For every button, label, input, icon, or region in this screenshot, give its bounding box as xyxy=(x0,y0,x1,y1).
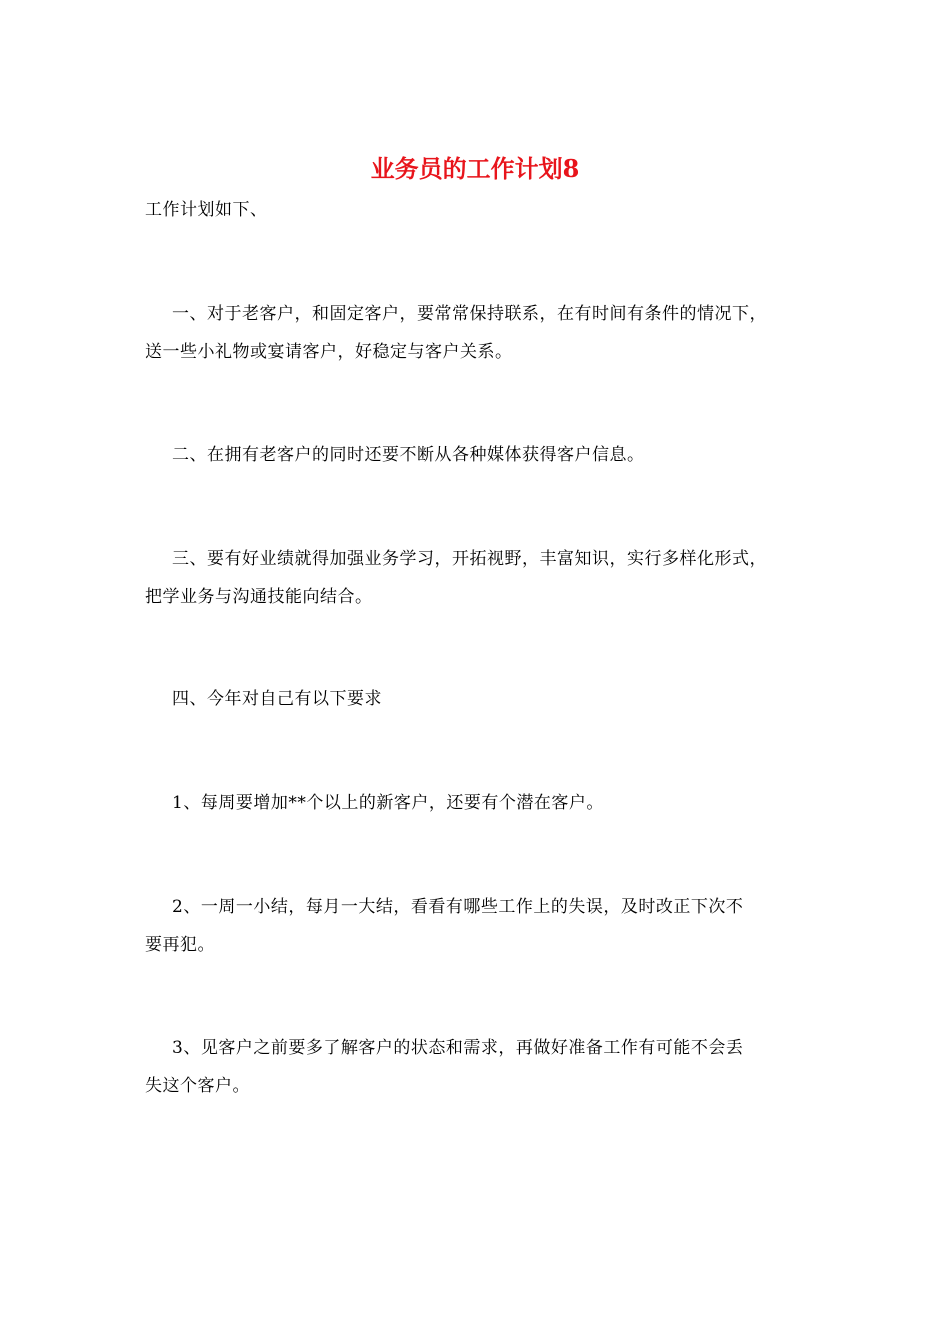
item-3-line-1: 3、见客户之前要多了解客户的状态和需求，再做好准备工作有可能不会丢 xyxy=(172,1038,744,1058)
document-title: 业务员的工作计划8 xyxy=(370,154,580,183)
paragraph-2-line-1: 二、在拥有老客户的同时还要不断从各种媒体获得客户信息。 xyxy=(172,445,645,465)
paragraph-4-line-1: 四、今年对自己有以下要求 xyxy=(172,689,382,709)
item-2-line-2: 要再犯。 xyxy=(145,935,215,955)
paragraph-3-line-2: 把学业务与沟通技能向结合。 xyxy=(145,587,373,607)
item-1-line-1: 1、每周要增加**个以上的新客户，还要有个潜在客户。 xyxy=(172,793,604,813)
intro-text: 工作计划如下、 xyxy=(145,200,268,220)
paragraph-1-line-2: 送一些小礼物或宴请客户，好稳定与客户关系。 xyxy=(145,342,513,362)
item-3-line-2: 失这个客户。 xyxy=(145,1076,250,1096)
paragraph-1-line-1: 一、对于老客户，和固定客户，要常常保持联系，在有时间有条件的情况下， xyxy=(172,304,767,324)
paragraph-3-line-1: 三、要有好业绩就得加强业务学习，开拓视野，丰富知识，实行多样化形式， xyxy=(172,549,767,569)
item-2-line-1: 2、一周一小结，每月一大结，看看有哪些工作上的失误，及时改正下次不 xyxy=(172,897,744,917)
